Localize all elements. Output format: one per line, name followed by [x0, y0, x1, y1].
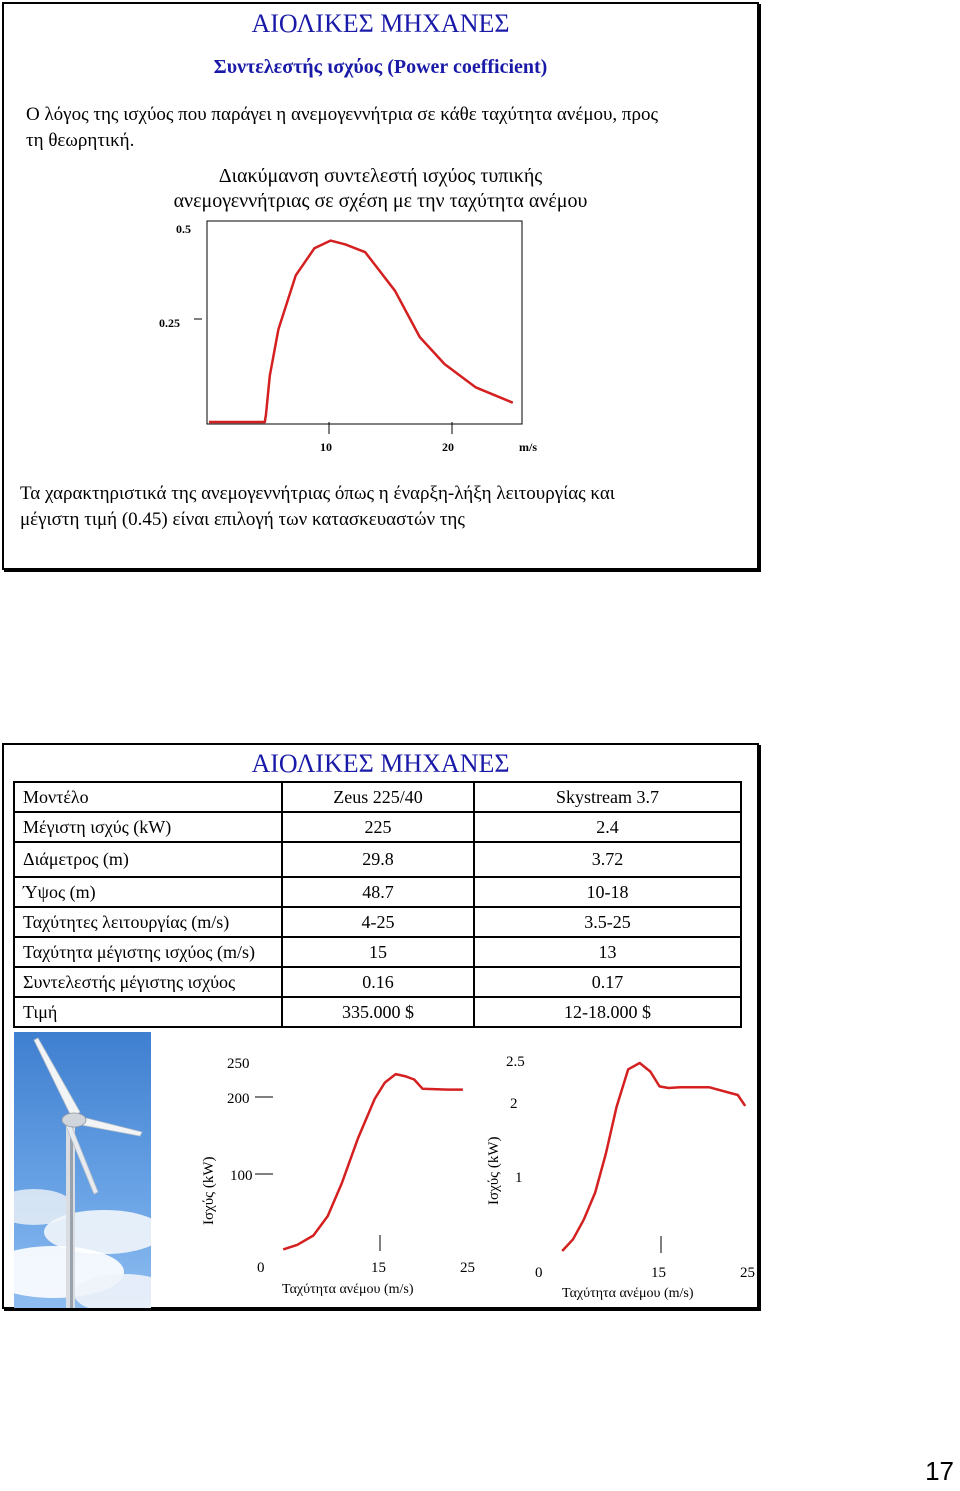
table-row	[14, 967, 741, 997]
note-text	[20, 481, 615, 533]
table-cell: Μέγιστη ισχύς (kW)	[14, 812, 282, 842]
intro-line-2: τη θεωρητική.	[26, 130, 135, 151]
table-cell: 0.16	[282, 967, 474, 997]
chart2-xtick-label-2: 25	[460, 1260, 475, 1276]
skystream-power-curve-chart	[478, 1045, 763, 1307]
table-cell: Ύψος (m)	[14, 877, 282, 907]
table-cell: Συντελεστής μέγιστης ισχύος	[14, 967, 282, 997]
table-cell: Ταχύτητες λειτουργίας (m/s)	[14, 907, 282, 937]
table-cell: Ταχύτητα μέγιστης ισχύος (m/s)	[14, 937, 282, 967]
chart2-xtick-label-1: 15	[371, 1260, 386, 1276]
chart3-xtick-label-1: 15	[651, 1265, 666, 1281]
table-cell: 48.7	[282, 877, 474, 907]
wind-turbine-photo	[14, 1032, 151, 1308]
chart1-xtick-label-0: 10	[320, 440, 332, 454]
chart1-ytick-label-1: 0.25	[159, 316, 180, 330]
table-row	[14, 997, 741, 1027]
table-row	[14, 937, 741, 967]
table-cell: 335.000 $	[282, 997, 474, 1027]
chart1-caption-line-2: ανεμογεννήτριας σε σχέση με την ταχύτητα ανέμου	[173, 190, 588, 212]
table-cell: 13	[474, 937, 741, 967]
chart2-ytick-label-2: 100	[230, 1168, 253, 1184]
page-number: 17	[925, 1456, 954, 1486]
chart2-xlabel: Ταχύτητα ανέμου (m/s)	[282, 1282, 414, 1297]
table-row	[14, 907, 741, 937]
intro-line-1: Ο λόγος της ισχύος που παράγει η ανεμογεννήτρια σε κάθε ταχύτητα ανέμου, προς	[26, 104, 659, 125]
table-cell: 3.5-25	[474, 907, 741, 937]
chart2-xtick-label-0: 0	[257, 1260, 265, 1276]
table-cell: 0.17	[474, 967, 741, 997]
chart2-ytick-label-0: 250	[227, 1056, 250, 1072]
note-line-1: Τα χαρακτηριστικά της ανεμογεννήτριας όπως η έναρξη-λήξη λειτουργίας και	[20, 483, 615, 504]
slide1-title: ΑΙΟΛΙΚΕΣ ΜΗΧΑΝΕΣ	[251, 9, 510, 38]
chart3-xtick-label-2: 25	[740, 1265, 755, 1281]
zeus-power-curve-chart	[190, 1045, 490, 1307]
table-cell: 15	[282, 937, 474, 967]
chart3-ytick-label-2: 1	[515, 1170, 523, 1186]
table-cell: Μοντέλο	[14, 782, 282, 812]
table-cell: Skystream 3.7	[474, 782, 741, 812]
chart3-ytick-label-0: 2.5	[506, 1054, 525, 1070]
table-row	[14, 782, 741, 812]
chart2-ytick-label-1: 200	[227, 1091, 250, 1107]
chart3-xtick-label-0: 0	[535, 1265, 543, 1281]
chart3-xlabel: Ταχύτητα ανέμου (m/s)	[562, 1286, 694, 1301]
note-line-2: μέγιστη τιμή (0.45) είναι επιλογή των κατασκευαστών της	[20, 509, 465, 530]
chart1-series-line	[209, 241, 513, 422]
table-row	[14, 812, 741, 842]
chart3-series-line	[562, 1063, 745, 1251]
chart1-caption-line-1: Διακύμανση συντελεστή ισχύος τυπικής	[218, 165, 543, 187]
table-cell: 225	[282, 812, 474, 842]
table-cell: Zeus 225/40	[282, 782, 474, 812]
table-cell: Διάμετρος (m)	[14, 842, 282, 877]
table-cell: 2.4	[474, 812, 741, 842]
table-cell: 3.72	[474, 842, 741, 877]
chart3-ytick-label-1: 2	[510, 1096, 518, 1112]
table-cell: 29.8	[282, 842, 474, 877]
table-cell: Τιμή	[14, 997, 282, 1027]
table-cell: 12-18.000 $	[474, 997, 741, 1027]
spec-table	[13, 781, 742, 1028]
chart1-ytick-label-0: 0.5	[176, 222, 191, 236]
slide-power-coefficient	[2, 2, 759, 570]
chart1-xtick-label-unit: m/s	[519, 440, 537, 454]
table-cell: 4-25	[282, 907, 474, 937]
table-cell: 10-18	[474, 877, 741, 907]
chart1-xtick-label-1: 20	[442, 440, 454, 454]
chart2-series-line	[283, 1074, 463, 1249]
table-row	[14, 842, 741, 877]
chart2-ylabel: Ισχύς (kW)	[201, 1156, 217, 1225]
chart3-ylabel: Ισχύς (kW)	[486, 1136, 502, 1205]
slide1-subtitle: Συντελεστής ισχύος (Power coefficient)	[213, 56, 548, 78]
slide2-title: ΑΙΟΛΙΚΕΣ ΜΗΧΑΝΕΣ	[251, 749, 510, 778]
table-row	[14, 877, 741, 907]
